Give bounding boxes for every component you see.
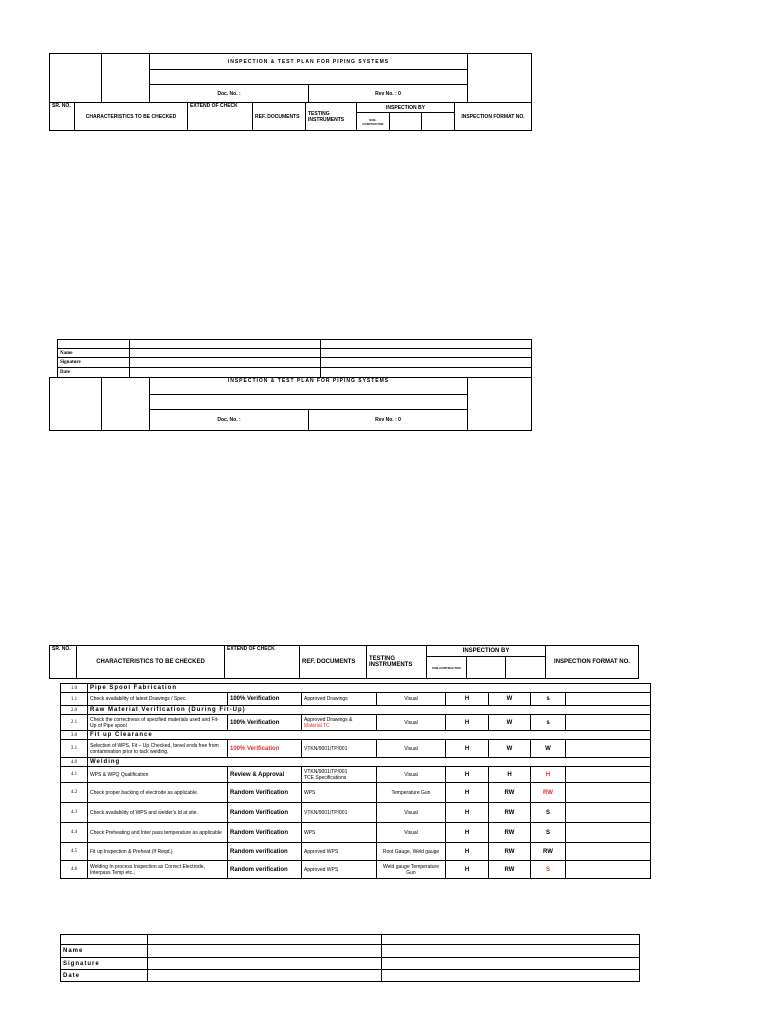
ref-doc-main: VTKN/9001/TP/001 [304,809,348,816]
ref-doc-main: WPS [304,789,316,796]
ref-document [302,823,377,843]
testing-instrument: Visual [377,715,446,731]
section-row [61,706,651,715]
format-no-cell [566,861,651,879]
plan-title-2: INSPECTION & TEST PLAN FOR PIPING SYSTEMS [150,378,468,395]
row-number: 4.4 [61,823,88,843]
table-row [61,843,651,861]
ref-doc-main: Approved WPS [304,866,339,873]
section-title: Raw Material Verification (During Fit-Up) [88,706,651,715]
signature-block-2 [60,934,640,982]
extend-of-check: 100% Verification [228,740,302,758]
inspection-code-2: RW [489,823,531,843]
table-row [61,803,651,823]
inspection-code-1: H [446,843,489,861]
title-block-1 [49,53,532,103]
doc-no-label: Doc. No. : [150,85,309,103]
extend-of-check: Random verification [228,843,302,861]
ref-document [302,783,377,803]
rev-no-label: Rev No. : 0 [309,85,468,103]
ref-document [302,861,377,879]
row-number: 4.1 [61,767,88,783]
sig2-name-label: Name [61,945,148,958]
col-testing: TESTING INSTRUMENTS [306,103,357,131]
inspection-code-2: W [489,693,531,706]
inspection-code-2: RW [489,783,531,803]
inspection-code-1: H [446,715,489,731]
table-row [61,861,651,879]
right-logo-cell-2 [468,378,532,431]
logo-cell-1 [50,54,102,103]
inspection-code-3: S [531,803,566,823]
row-number: 4.2 [61,783,88,803]
characteristic-text: Check the correctness of specified materials used and Fit-Up of Pipe spool [88,715,228,731]
ref-document [302,693,377,706]
col2-characteristics: CHARACTERISTICS TO BE CHECKED [77,646,225,679]
col-sr-no: SR. NO. [50,103,75,131]
format-no-cell [566,715,651,731]
table-row [61,823,651,843]
inspection-code-3: RW [531,783,566,803]
extend-of-check: 100% Verification [228,693,302,706]
sig1-name-label: Name [58,349,130,358]
signature-block-1 [57,339,532,378]
testing-instrument: Temperature Gun [377,783,446,803]
ref-doc-secondary: TCE Specifications [304,774,347,781]
col2-sub-contractor: SUB-CONTRACTOR [427,657,467,679]
characteristic-text: Fit up Inspection & Preheat (If Reqd.) [88,843,228,861]
col-characteristics: CHARACTERISTICS TO BE CHECKED [75,103,188,131]
col2-insp-2 [466,657,506,679]
inspection-code-3: S [531,861,566,879]
characteristic-text: Check proper backing of electrode as applicable. [88,783,228,803]
table-row [61,693,651,706]
inspection-code-1: H [446,767,489,783]
extend-of-check: 100% Verification [228,715,302,731]
table-row [61,740,651,758]
inspection-code-2: W [489,715,531,731]
testing-instrument: Visual [377,767,446,783]
testing-instrument: Visual [377,803,446,823]
col2-extend: EXTEND OF CHECK [225,646,300,679]
format-no-cell [566,693,651,706]
format-no-cell [566,843,651,861]
row-number: 3.1 [61,740,88,758]
col-insp-2 [389,113,422,131]
inspection-code-1: H [446,740,489,758]
ref-doc-main: VTKN/9001/TP/001 [304,745,348,752]
inspection-code-2: H [489,767,531,783]
col-ref-docs: REF. DOCUMENTS [253,103,306,131]
ref-document [302,767,377,783]
ref-document [302,803,377,823]
row-number: 4.5 [61,843,88,861]
inspection-code-3: S [531,823,566,843]
extend-of-check: Review & Approval [228,767,302,783]
inspection-code-2: W [489,740,531,758]
ref-doc-highlight: Material TC [304,722,330,729]
column-header-2 [49,645,639,679]
inspection-code-1: H [446,783,489,803]
inspection-code-1: H [446,803,489,823]
itp-body-table [60,683,651,879]
extend-of-check: Random Verification [228,823,302,843]
col-inspection-by: INSPECTION BY [357,103,455,113]
col2-ref-docs: REF. DOCUMENTS [300,646,367,679]
inspection-code-1: H [446,823,489,843]
testing-instrument: Visual [377,693,446,706]
inspection-code-2: RW [489,861,531,879]
row-number: 2.1 [61,715,88,731]
sig2-date-label: Date [61,970,148,982]
column-header-1 [49,102,532,131]
row-number: 4.6 [61,861,88,879]
row-number: 4.0 [61,758,88,767]
testing-instrument: Visual [377,823,446,843]
extend-of-check: Random verification [228,861,302,879]
section-row [61,731,651,740]
blank-row-2 [150,395,468,410]
col2-testing: TESTING INSTRUMENTS [367,646,427,679]
section-title: Welding [88,758,651,767]
blank-row [150,70,468,85]
row-number: 1.0 [61,684,88,693]
testing-instrument: Visual [377,740,446,758]
format-no-cell [566,767,651,783]
section-row [61,758,651,767]
characteristic-text: WPS & WPQ Qualification [88,767,228,783]
col-insp-3 [422,113,455,131]
row-number: 1.1 [61,693,88,706]
rev-no-label-2: Rev No. : 0 [309,410,468,431]
doc-no-label-2: Doc. No. : [150,410,309,431]
col-extend: EXTEND OF CHECK [188,103,253,131]
row-number: 4.3 [61,803,88,823]
sig1-signature-label: Signature [58,358,130,368]
ref-doc-main: VTKN/9001/TP/001 [304,768,348,775]
inspection-code-1: H [446,861,489,879]
characteristic-text: Check availability of latest Drawings / Spec. [88,693,228,706]
col2-format-no: INSPECTION FORMAT NO. [546,646,639,679]
extend-of-check: Random Verification [228,803,302,823]
row-number: 3.0 [61,731,88,740]
format-no-cell [566,803,651,823]
inspection-code-2: RW [489,843,531,861]
ref-doc-main: Approved WPS [304,848,339,855]
col-format-no: INSPECTION FORMAT NO. [455,103,532,131]
testing-instrument: Weld gauge Temperature Gun [377,861,446,879]
inspection-code-3: H [531,767,566,783]
col2-insp-3 [506,657,546,679]
inspection-code-3: RW [531,843,566,861]
right-logo-cell [468,54,532,103]
inspection-code-2: RW [489,803,531,823]
col2-sr-no: SR. NO. [50,646,77,679]
format-no-cell [566,783,651,803]
ref-document [302,740,377,758]
inspection-code-3: W [531,740,566,758]
table-row [61,767,651,783]
logo-cell-2 [102,54,150,103]
inspection-code-3: s [531,715,566,731]
ref-document [302,843,377,861]
ref-doc-main: Approved Drawings [304,696,348,702]
format-no-cell [566,740,651,758]
characteristic-text: Check Preheating and Inter pass temperature as applicable [88,823,228,843]
logo-cell-2b [102,378,150,431]
extend-of-check: Random Verification [228,783,302,803]
plan-title: INSPECTION & TEST PLAN FOR PIPING SYSTEMS [150,54,468,70]
table-row [61,715,651,731]
characteristic-text: Welding In process Inspection as Correct Electrode, Interpass Temp etc., [88,861,228,879]
col-sub-contractor: SUB-CONTRACTOR [357,113,390,131]
row-number: 2.0 [61,706,88,715]
table-row [61,783,651,803]
characteristic-text: Selection of WPS, Fit – Up Checked, bevel ends free from contamination prior to tack welding. [88,740,228,758]
format-no-cell [566,823,651,843]
section-title: Fit up Clearance [88,731,651,740]
ref-doc-main: WPS [304,829,316,836]
characteristic-text: Check availability of WPS and welder's Id at site. [88,803,228,823]
title-block-2 [49,377,532,431]
testing-instrument: Root Gauge, Weld gauge [377,843,446,861]
sig2-signature-label: Signature [61,958,148,970]
logo-cell-1b [50,378,102,431]
sig1-date-label: Date [58,368,130,378]
ref-document [302,715,377,731]
inspection-code-3: s [531,693,566,706]
ref-doc-main: Approved Drawings & [304,716,353,723]
col2-inspection-by: INSPECTION BY [427,646,546,657]
section-title: Pipe Spool Fabrication [88,684,651,693]
inspection-code-1: H [446,693,489,706]
section-row [61,684,651,693]
